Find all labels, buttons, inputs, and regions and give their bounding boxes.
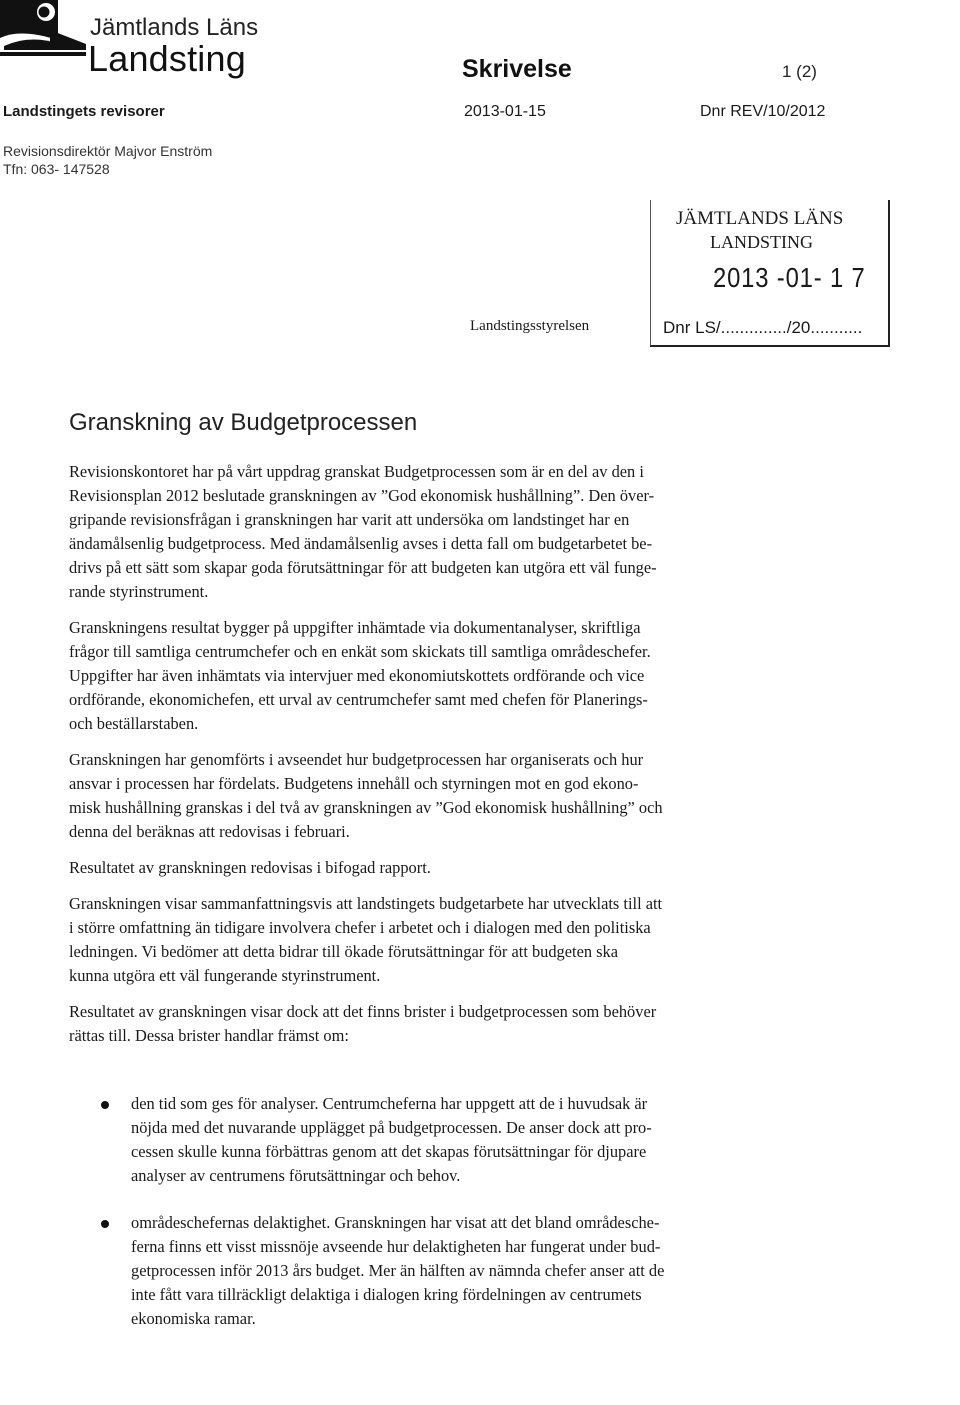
body-paragraph [69, 460, 849, 604]
paragraph-line: gripande revisionsfrågan i granskningen har varit att undersöka om landstinget har en [69, 510, 630, 529]
stamp-org-line2: LANDSTING [710, 232, 813, 252]
bullet-line: ferna finns ett visst missnöje avseende hur delaktigheten har fungerat under bud- [131, 1237, 661, 1256]
bullet-line: getprocessen inför 2013 års budget. Mer än hälften av nämnda chefer anser att de [131, 1261, 665, 1280]
bullet-line: områdeschefernas delaktighet. Granskningen har visat att det bland områdesche- [131, 1213, 660, 1232]
paragraph-line: Resultatet av granskningen visar dock att det finns brister i budgetprocessen som behöver [69, 1002, 657, 1021]
body-paragraph [69, 616, 849, 736]
bullet-dot-icon [101, 1101, 109, 1109]
page-count: 1 (2) [782, 62, 817, 81]
bullet-line: analyser av centrumens förutsättningar och behov. [131, 1166, 461, 1185]
paragraph-list [69, 460, 849, 1048]
paragraph-line: ändamålsenlig budgetprocess. Med ändamålsenlig avses i detta fall om budgetarbetet be- [69, 534, 653, 553]
stamp-org-line1: JÄMTLANDS LÄNS [676, 208, 844, 229]
bullet-line: nöjda med det nuvarande upplägget på budgetprocessen. De anser dock att pro- [131, 1118, 652, 1137]
bullet-line: cessen skulle kunna förbättras genom att det skapas förutsättningar för djupare [131, 1142, 647, 1161]
bullet-line: ekonomiska ramar. [131, 1309, 256, 1328]
landsting-logo-icon [0, 0, 86, 62]
paragraph-line: rättas till. Dessa brister handlar främst om: [69, 1026, 349, 1045]
org-name-line2: Landsting [88, 38, 246, 79]
paragraph-line: Uppgifter har även inhämtats via intervjuer med ekonomiutskottets ordförande och vice [69, 666, 645, 685]
stamp-dnr: Dnr LS/............../20........... [663, 318, 863, 337]
stamp-date: 2013 -01- 1 7 [713, 262, 866, 293]
paragraph-line: Revisionskontoret har på vårt uppdrag granskat Budgetprocessen som är en del av den i [69, 462, 644, 481]
document-title: Granskning av Budgetprocessen [69, 409, 418, 436]
paragraph-line: Granskningens resultat bygger på uppgifter inhämtade via dokumentanalyser, skriftliga [69, 618, 641, 637]
document-date: 2013-01-15 [464, 103, 546, 120]
paragraph-line: rande styrinstrument. [69, 582, 209, 601]
body-paragraph [69, 1000, 849, 1048]
org-name-line1: Jämtlands Läns [90, 14, 259, 41]
paragraph-line: frågor till samtliga centrumchefer och en enkät som skickats till samtliga områdeschefer. [69, 642, 651, 661]
paragraph-line: ansvar i processen har fördelats. Budgetens innehåll och styrningen mot en god ekono- [69, 774, 639, 793]
paragraph-line: och beställarstaben. [69, 714, 199, 733]
paragraph-line: Granskningen visar sammanfattningsvis att landstingets budgetarbete har utvecklats till att [69, 894, 663, 913]
paragraph-line: ordförande, ekonomichefen, ett urval av centrumchefer samt med chefen för Planerings- [69, 690, 648, 709]
body-paragraph [69, 748, 849, 844]
paragraph-line: Revisionsplan 2012 beslutade granskningen av ”God ekonomisk hushållning”. Den över- [69, 486, 655, 505]
document-body [69, 460, 849, 1354]
bullet-line: den tid som ges för analyser. Centrumcheferna har uppgett att de i huvudsak är [131, 1094, 648, 1113]
document-type: Skrivelse [462, 55, 572, 83]
bullet-item [69, 1092, 849, 1188]
body-paragraph [69, 892, 849, 988]
bullet-item [69, 1211, 849, 1331]
bullet-list [69, 1092, 849, 1331]
paragraph-line: ledningen. Vi bedömer att detta bidrar till ökade förutsättningar för att budgeten ska [69, 942, 618, 961]
paragraph-line: Resultatet av granskningen redovisas i bifogad rapport. [69, 858, 431, 877]
paragraph-line: kunna utgöra ett väl fungerande styrinstrument. [69, 966, 381, 985]
bullet-dot-icon [101, 1220, 109, 1228]
bullet-line: inte fått vara tillräckligt delaktiga i dialogen kring fördelningen av centrumets [131, 1285, 642, 1304]
contact-name: Revisionsdirektör Majvor Enström [3, 143, 213, 159]
paragraph-line: i större omfattning än tidigare involvera chefer i arbetet och i dialogen med den politiska [69, 918, 651, 937]
paragraph-line: Granskningen har genomförts i avseendet hur budgetprocessen har organiserats och hur [69, 750, 644, 769]
paragraph-line: drivs på ett sätt som skapar goda förutsättningar för att budgeten kan utgöra ett väl funge- [69, 558, 657, 577]
contact-phone: Tfn: 063- 147528 [3, 161, 110, 177]
paragraph-line: denna del beräknas att redovisas i februari. [69, 822, 350, 841]
body-paragraph [69, 856, 849, 880]
sender-unit: Landstingets revisorer [3, 103, 165, 120]
document-dnr: Dnr REV/10/2012 [700, 103, 826, 120]
recipient: Landstingsstyrelsen [470, 318, 590, 334]
paragraph-line: misk hushållning granskas i del två av granskningen av ”God ekonomisk hushållning” och [69, 798, 663, 817]
